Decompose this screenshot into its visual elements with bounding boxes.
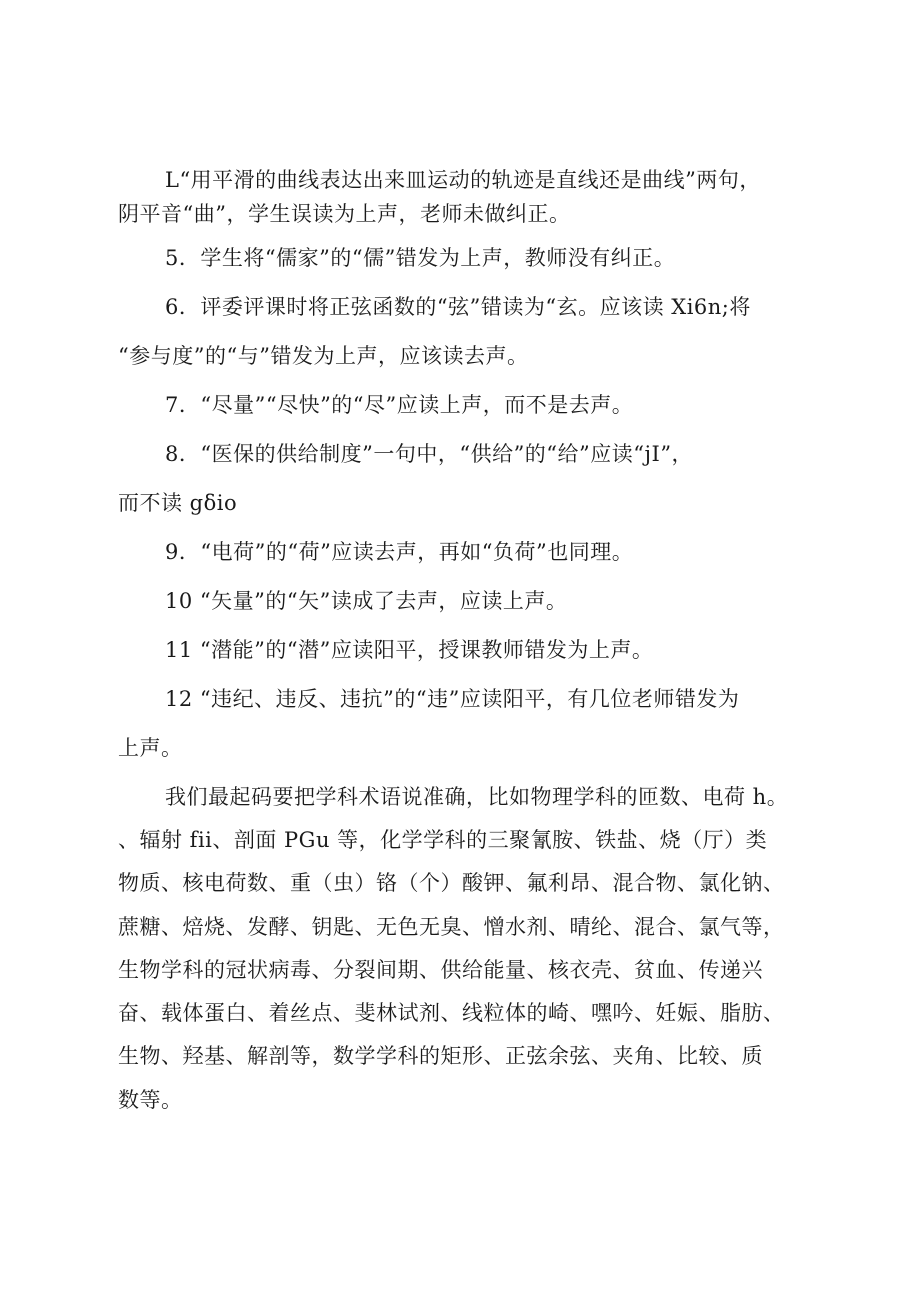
item-11-line-1: 11 “潜能”的“潜”应读阳平，授课教师错发为上声。 [165,638,654,662]
item-12-line-2: 上声。 [118,736,183,760]
paragraph-1-line-1: L“用平滑的曲线表达出来皿运动的轨迹是直线还是曲线”两句， [165,168,761,192]
item-6-line-1: 6．评委评课时将正弦函数的“弦”错读为“玄。应该读 Xi6n;将 [165,295,751,319]
terms-paragraph-line-7: 生物、羟基、解剖等，数学学科的矩形、正弦余弦、夹角、比较、质 [118,1044,763,1068]
terms-paragraph-line-8: 数等。 [118,1088,183,1112]
item-10-line-1: 10 “矢量”的“矢”读成了去声，应读上声。 [165,589,568,613]
terms-paragraph-line-1: 我们最起码要把学科术语说准确，比如物理学科的匝数、电荷 h。 [165,785,789,809]
item-9-line-1: 9．“电荷”的“荷”应读去声，再如“负荷”也同理。 [165,540,634,564]
item-7-line-1: 7．“尽量”“尽快”的“尽”应读上声，而不是去声。 [165,393,634,417]
item-5-line-1: 5．学生将“儒家”的“儒”错发为上声，教师没有纠正。 [165,246,676,270]
item-8-line-1: 8．“医保的供给制度”一句中，“供给”的“给”应读“jI”， [165,442,694,466]
terms-paragraph-line-4: 蔗糖、焙烧、发酵、钥匙、无色无臭、憎水剂、晴纶、混合、氯气等， [118,915,785,939]
terms-paragraph-line-5: 生物学科的冠状病毒、分裂间期、供给能量、核衣壳、贫血、传递兴 [118,958,763,982]
item-8-line-2: 而不读 gδio [118,491,238,515]
terms-paragraph-line-3: 物质、核电荷数、重（虫）铬（个）酸钾、氟利昂、混合物、氯化钠、 [118,871,785,895]
terms-paragraph-line-6: 奋、载体蛋白、着丝点、斐林试剂、线粒体的崎、嘿吟、妊娠、脂肪、 [118,1001,785,1025]
item-6-line-2: “参与度”的“与”错发为上声，应该读去声。 [118,344,529,368]
terms-paragraph-line-2: 、辐射 fii、剖面 PGu 等，化学学科的三聚氰胺、铁盐、烧（厅）类 [118,828,768,852]
item-12-line-1: 12 “违纪、违反、违抗”的“违”应读阳平，有几位老师错发为 [165,687,740,711]
paragraph-1-line-2: 阴平音“曲”，学生误读为上声，老师未做纠正。 [118,202,571,226]
